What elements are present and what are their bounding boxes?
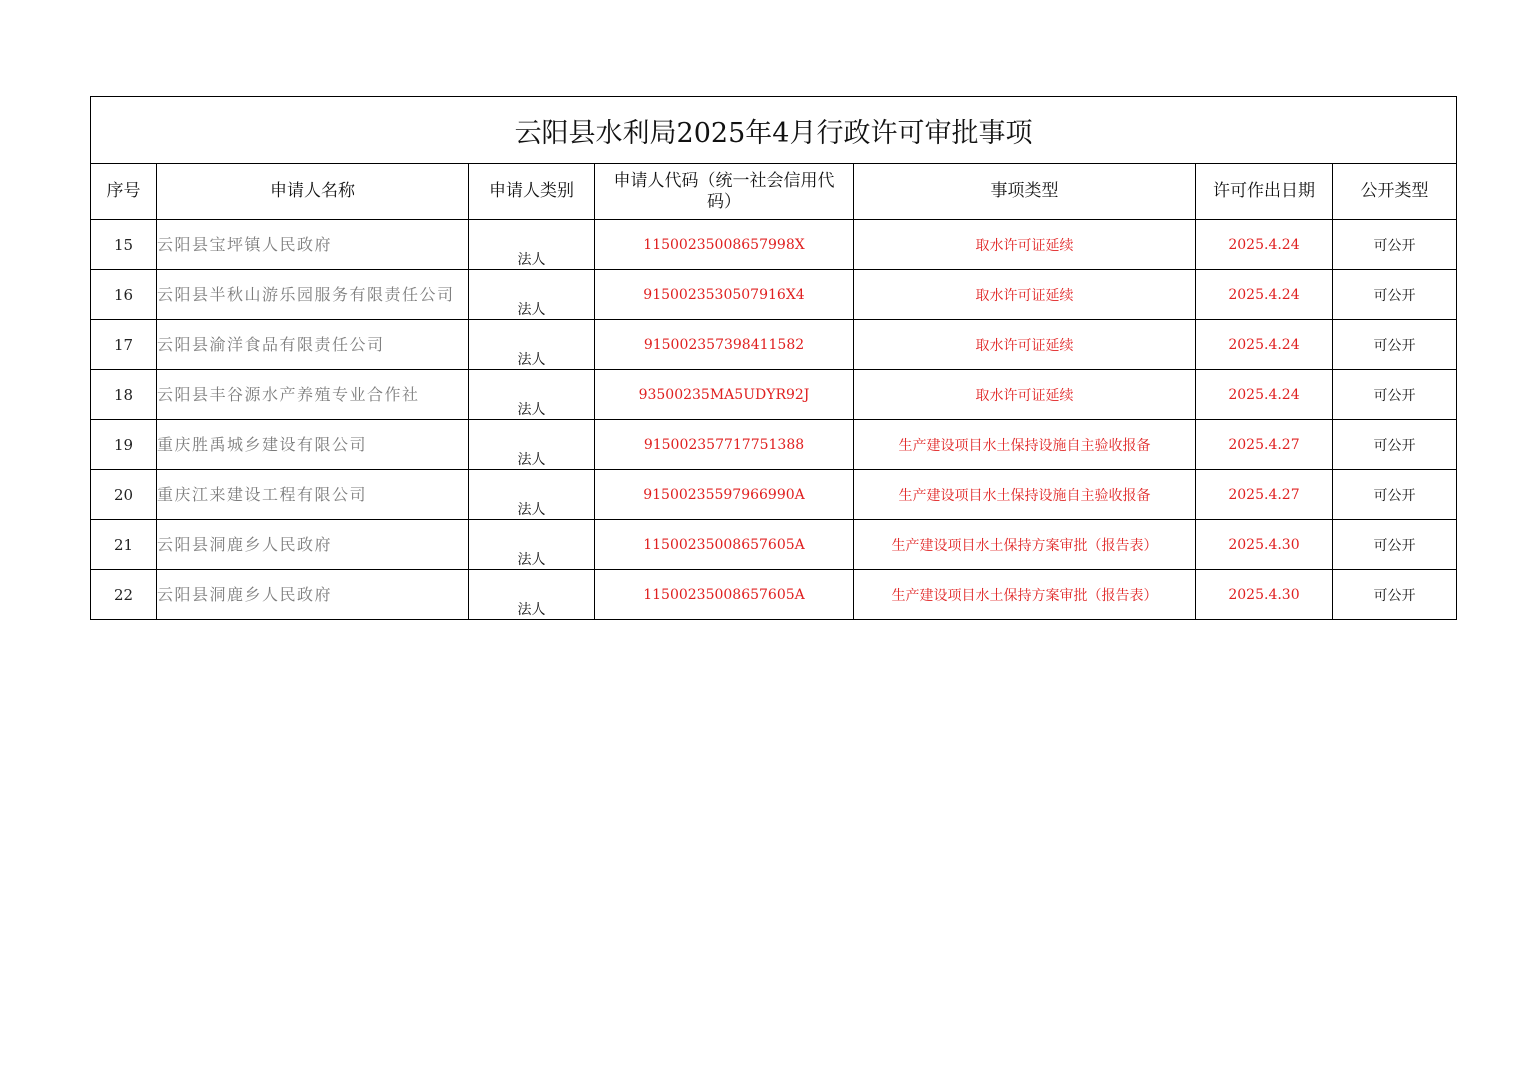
cell-public-type: 可公开 [1333,220,1457,270]
cell-item-type: 取水许可证延续 [854,320,1196,370]
cell-applicant-name: 重庆胜禹城乡建设有限公司 [157,420,469,470]
cell-seq: 16 [91,270,157,320]
col-header-date: 许可作出日期 [1196,164,1333,220]
cell-applicant-category: 法人 [469,520,595,570]
cell-item-type: 生产建设项目水土保持方案审批（报告表） [854,520,1196,570]
col-header-name: 申请人名称 [157,164,469,220]
table-body [91,220,1457,620]
cell-permit-date: 2025.4.27 [1196,420,1333,470]
cell-credit-code: 11500235008657605A [595,570,854,620]
col-header-code: 申请人代码（统一社会信用代码） [595,164,854,220]
cell-item-type: 取水许可证延续 [854,220,1196,270]
cell-credit-code: 93500235MA5UDYR92J [595,370,854,420]
cell-permit-date: 2025.4.30 [1196,570,1333,620]
cell-permit-date: 2025.4.30 [1196,520,1333,570]
cell-applicant-category: 法人 [469,570,595,620]
header-row [91,164,1457,220]
cell-applicant-name: 云阳县洞鹿乡人民政府 [157,570,469,620]
cell-applicant-category: 法人 [469,270,595,320]
cell-public-type: 可公开 [1333,470,1457,520]
cell-applicant-name: 云阳县宝坪镇人民政府 [157,220,469,270]
cell-permit-date: 2025.4.24 [1196,220,1333,270]
cell-applicant-name: 重庆江来建设工程有限公司 [157,470,469,520]
cell-seq: 17 [91,320,157,370]
cell-applicant-name: 云阳县渝洋食品有限责任公司 [157,320,469,370]
cell-item-type: 生产建设项目水土保持方案审批（报告表） [854,570,1196,620]
table-row [91,420,1457,470]
col-header-item: 事项类型 [854,164,1196,220]
col-header-seq: 序号 [91,164,157,220]
cell-applicant-category: 法人 [469,420,595,470]
cell-credit-code: 9150023530507916X4 [595,270,854,320]
cell-seq: 18 [91,370,157,420]
cell-permit-date: 2025.4.27 [1196,470,1333,520]
cell-credit-code: 915002357398411582 [595,320,854,370]
cell-applicant-category: 法人 [469,320,595,370]
cell-applicant-category: 法人 [469,220,595,270]
cell-permit-date: 2025.4.24 [1196,370,1333,420]
cell-seq: 22 [91,570,157,620]
table-row [91,570,1457,620]
cell-item-type: 生产建设项目水土保持设施自主验收报备 [854,470,1196,520]
cell-applicant-category: 法人 [469,470,595,520]
col-header-category: 申请人类别 [469,164,595,220]
col-header-public: 公开类型 [1333,164,1457,220]
cell-credit-code: 915002357717751388 [595,420,854,470]
page-title: 云阳县水利局2025年4月行政许可审批事项 [91,97,1457,164]
cell-public-type: 可公开 [1333,320,1457,370]
table-row [91,370,1457,420]
cell-applicant-category: 法人 [469,370,595,420]
table-row [91,220,1457,270]
cell-credit-code: 91500235597966990A [595,470,854,520]
cell-public-type: 可公开 [1333,370,1457,420]
cell-seq: 20 [91,470,157,520]
cell-credit-code: 11500235008657605A [595,520,854,570]
cell-seq: 19 [91,420,157,470]
cell-public-type: 可公开 [1333,420,1457,470]
cell-item-type: 取水许可证延续 [854,370,1196,420]
cell-public-type: 可公开 [1333,570,1457,620]
cell-credit-code: 11500235008657998X [595,220,854,270]
table-row [91,470,1457,520]
cell-applicant-name: 云阳县丰谷源水产养殖专业合作社 [157,370,469,420]
cell-item-type: 取水许可证延续 [854,270,1196,320]
permits-table [90,96,1457,620]
cell-seq: 21 [91,520,157,570]
table-row [91,320,1457,370]
cell-applicant-name: 云阳县洞鹿乡人民政府 [157,520,469,570]
cell-permit-date: 2025.4.24 [1196,320,1333,370]
table-row [91,270,1457,320]
cell-applicant-name: 云阳县半秋山游乐园服务有限责任公司 [157,270,469,320]
table-row [91,520,1457,570]
cell-public-type: 可公开 [1333,520,1457,570]
cell-permit-date: 2025.4.24 [1196,270,1333,320]
cell-seq: 15 [91,220,157,270]
cell-public-type: 可公开 [1333,270,1457,320]
cell-item-type: 生产建设项目水土保持设施自主验收报备 [854,420,1196,470]
